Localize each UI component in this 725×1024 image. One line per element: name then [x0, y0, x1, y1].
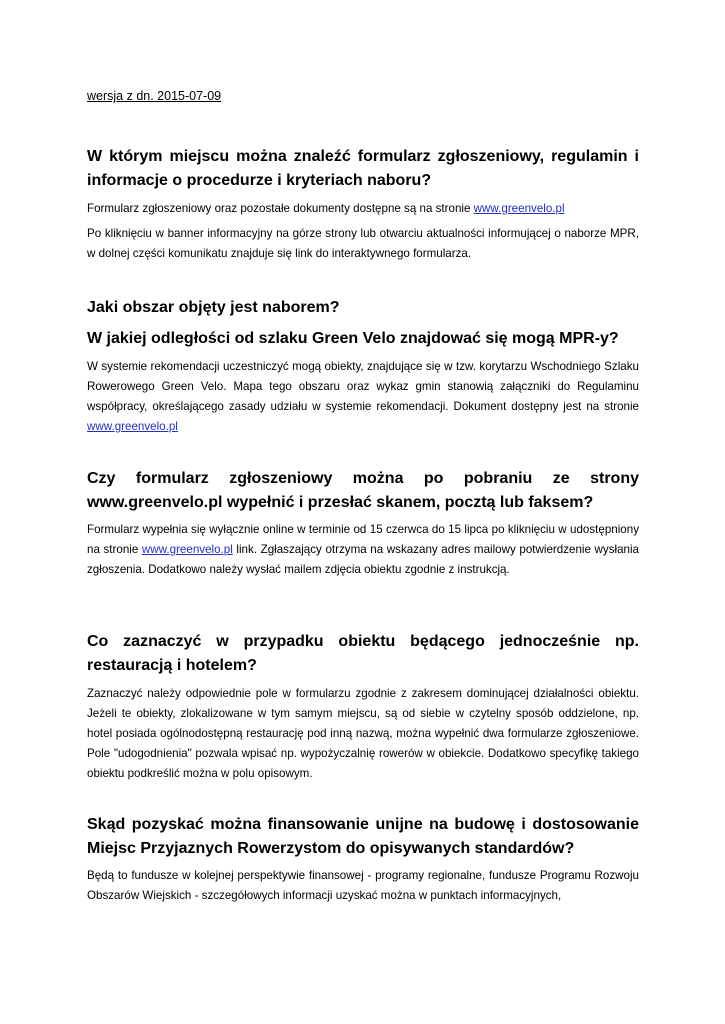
section-1-paragraph-2: Po kliknięciu w banner informacyjny na górze strony lub otwarciu aktualności informującej o naborze MPR, w dolnej części komunikatu znajduje się link do interaktywnego formularza.	[87, 227, 639, 260]
section-2-subheading: W jakiej odległości od szlaku Green Velo znajdować się mogą MPR-y?	[87, 330, 619, 347]
section-1-heading: W którym miejscu można znaleźć formularz zgłoszeniowy, regulamin i informacje o procedurze i kryteriach naboru?	[87, 148, 639, 189]
section-1-paragraph-1-text: Formularz zgłoszeniowy oraz pozostałe dokumenty dostępne są na stronie	[87, 202, 474, 215]
section-1-paragraph-1	[87, 199, 639, 219]
section-5-heading: Skąd pozyskać można finansowanie unijne na budowę i dostosowanie Miejsc Przyjaznych Rowerzystom do opisywanych standardów?	[87, 816, 639, 857]
section-2-paragraph-1	[87, 357, 639, 437]
section-3-paragraph-1-text-a: Formularz wypełnia się wyłącznie online w terminie od 15 czerwca do 15 lipca po kliknięciu w udostępniony na stronie	[87, 523, 639, 556]
section-3-heading: Czy formularz zgłoszeniowy można po pobraniu ze strony www.greenvelo.pl wypełnić i przesłać skanem, pocztą lub faksem?	[87, 470, 639, 511]
greenvelo-link-1[interactable]: www.greenvelo.pl	[473, 202, 565, 215]
section-4-paragraph-1: Zaznaczyć należy odpowiednie pole w formularzu zgodnie z zakresem dominującej działalności obiektu. Jeżeli te obiekty, zlokalizowane w tym samym miejscu, są od siebie w czytelny sposób oddzielone, np. hotel posiada ogólnodostępną restaurację pod inną nazwą, można wypełnić dwa formularze zgłoszeniowe. Pole "udogodnienia" pozwala wpisać np. wypożyczalnię rowerów w obiekcie. Dodatkowo specyfikę takiego obiektu podkreślić można w polu opisowym.	[87, 687, 639, 780]
greenvelo-link-2[interactable]: www.greenvelo.pl	[87, 420, 178, 433]
section-3-paragraph-1-text-b: link. Zgłaszający otrzyma na wskazany adres mailowy potwierdzenie wysłania zgłoszenia. Dodatkowo należy wysłać mailem zdjęcia obiektu zgodnie z instrukcją.	[87, 543, 639, 576]
section-3-paragraph-1	[87, 520, 639, 580]
greenvelo-link-3[interactable]: www.greenvelo.pl	[141, 543, 233, 556]
section-2-paragraph-1-text: W systemie rekomendacji uczestniczyć mogą obiekty, znajdujące się w tzw. korytarzu Wschodniego Szlaku Rowerowego Green Velo. Mapa tego obszaru oraz wykaz gmin stanowią załączniki do Regulaminu współpracy, określającego zasady udziału w systemie rekomendacji. Dokument dostępny jest na stronie	[87, 360, 639, 413]
section-2-heading: Jaki obszar objęty jest naborem?	[87, 299, 340, 316]
version-date: wersja z dn. 2015-07-09	[87, 89, 222, 103]
section-4-heading: Co zaznaczyć w przypadku obiektu będącego jednocześnie np. restauracją i hotelem?	[87, 633, 639, 674]
section-5-paragraph-1: Będą to fundusze w kolejnej perspektywie finansowej - programy regionalne, fundusze Programu Rozwoju Obszarów Wiejskich - szczegółowych informacji uzyskać można w punktach informacyjnych,	[87, 869, 639, 902]
